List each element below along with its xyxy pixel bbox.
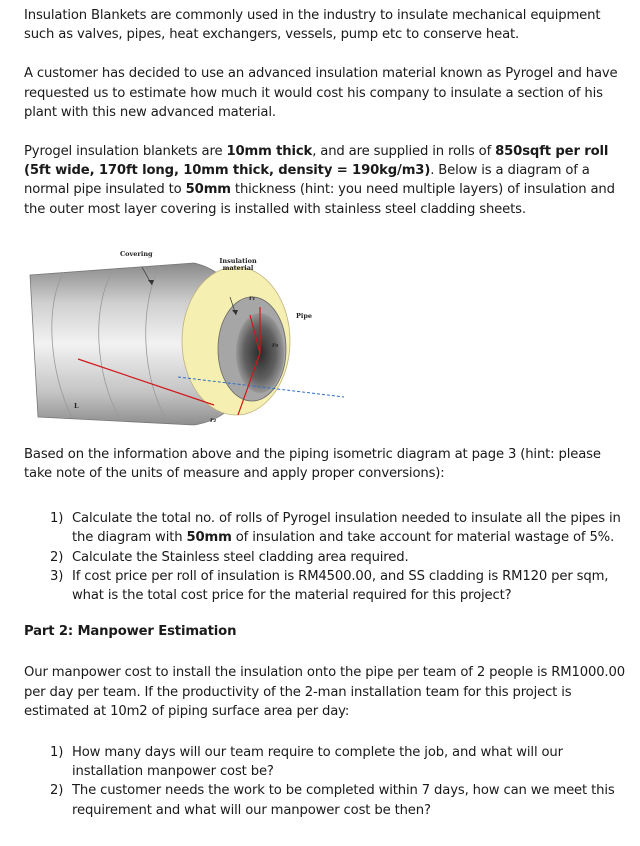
r0-label: r₀ xyxy=(272,340,279,349)
part1-question-2: 2) Calculate the Stainless steel cladding area required. xyxy=(50,549,409,565)
part2-question-list xyxy=(24,743,628,820)
part2-lead-paragraph: Our manpower cost to install the insulation onto the pipe per team of 2 people is RM1000.00 per day per team. If the productivity of the 2-man installation team for this project is estimated at 10m2 of piping surface area per day: xyxy=(24,665,625,719)
part1-lead-paragraph: Based on the information above and the piping isometric diagram at page 3 (hint: please take note of the units of measure and apply proper conversions): xyxy=(24,446,601,482)
intro-paragraph-3: Pyrogel insulation blankets are 10mm thick, and are supplied in rolls of 850sqft per roll (5ft wide, 170ft long, 10mm thick, density = 190kg/m3). Below is a diagram of a normal pipe insulated to 50mm thickness (hint: you need multiple layers) of insulation and the outer most layer covering is installed with stainless steel cladding sheets. xyxy=(24,144,615,217)
r1-label: r₁ xyxy=(249,293,256,302)
part2-heading: Part 2: Manpower Estimation xyxy=(24,624,237,640)
part1-question-3: 3) If cost price per roll of insulation is RM4500.00, and SS cladding is RM120 per sqm, what is the total cost price for the material required for this project? xyxy=(50,568,609,604)
document-page xyxy=(24,6,628,820)
r2-label: r₂ xyxy=(210,415,217,424)
part2-question-2: 2) The customer needs the work to be completed within 7 days, how can we meet this requirement and what will our manpower cost be then? xyxy=(50,783,615,818)
insulation-material-label: Insulation material xyxy=(219,256,257,272)
pipe-label: Pipe xyxy=(296,311,313,320)
length-label: L xyxy=(74,401,79,410)
part1-question-1: 1) Calculate the total no. of rolls of Pyrogel insulation needed to insulate all the pipes in the diagram with 50mm of insulation and take account for material wastage of 5%. xyxy=(50,511,621,546)
intro-paragraph-1: Insulation Blankets are commonly used in the industry to insulate mechanical equipment such as valves, pipes, heat exchangers, vessels, pump etc to conserve heat. xyxy=(24,8,601,43)
pipe-insulation-diagram xyxy=(24,245,354,431)
covering-label: Covering xyxy=(120,249,153,258)
part1-question-list xyxy=(24,509,628,605)
part2-question-1: 1) How many days will our team require to complete the job, and what will our installation manpower cost be? xyxy=(50,745,563,780)
intro-paragraph-2: A customer has decided to use an advanced insulation material known as Pyrogel and have requested us to estimate how much it would cost his company to insulate a section of his plant with this new advanced material. xyxy=(24,66,618,120)
